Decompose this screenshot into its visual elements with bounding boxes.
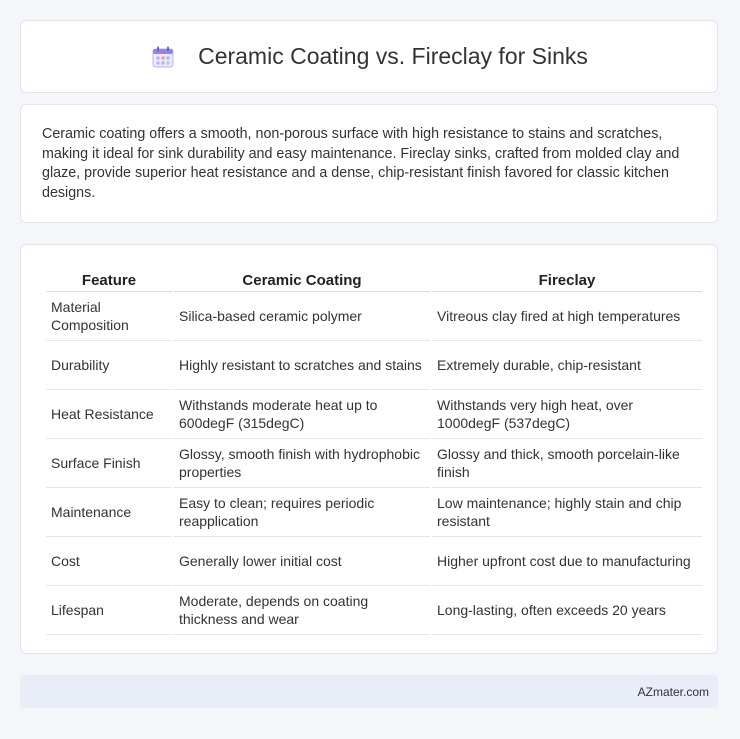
comparison-table-card (20, 244, 718, 654)
feature-cell: Cost (46, 537, 172, 586)
feature-cell: Surface Finish (46, 439, 172, 488)
table-row (46, 488, 702, 537)
table-row (46, 586, 702, 635)
table-row (46, 537, 702, 586)
table-row (46, 292, 702, 341)
page-title: Ceramic Coating vs. Fireclay for Sinks (198, 43, 588, 69)
table-header-row (46, 261, 702, 292)
ceramic-cell: Glossy, smooth finish with hydrophobic properties (174, 439, 430, 488)
title-card (20, 20, 718, 93)
table-row (46, 341, 702, 390)
ceramic-cell: Highly resistant to scratches and stains (174, 341, 430, 390)
fireclay-cell: Withstands very high heat, over 1000degF (537degC) (432, 390, 702, 439)
header-fireclay: Fireclay (432, 261, 702, 292)
footer (20, 675, 718, 708)
feature-cell: Material Composition (46, 292, 172, 341)
description-text: Ceramic coating offers a smooth, non-porous surface with high resistance to stains and scratches, making it ideal for sink durability and easy maintenance. Fireclay sinks, crafted from molded clay and glaze, provide superior heat resistance and a dense, chip-resistant finish favored for classic kitchen designs. (42, 126, 680, 201)
ceramic-cell: Withstands moderate heat up to 600degF (315degC) (174, 390, 430, 439)
header-ceramic-coating: Ceramic Coating (174, 261, 430, 292)
ceramic-cell: Moderate, depends on coating thickness and wear (174, 586, 430, 635)
comparison-table (44, 261, 704, 635)
table-row (46, 439, 702, 488)
feature-cell: Heat Resistance (46, 390, 172, 439)
fireclay-cell: Vitreous clay fired at high temperatures (432, 292, 702, 341)
fireclay-cell: Higher upfront cost due to manufacturing (432, 537, 702, 586)
feature-cell: Lifespan (46, 586, 172, 635)
ceramic-cell: Generally lower initial cost (174, 537, 430, 586)
feature-cell: Maintenance (46, 488, 172, 537)
fireclay-cell: Long-lasting, often exceeds 20 years (432, 586, 702, 635)
feature-cell: Durability (46, 341, 172, 390)
ceramic-cell: Silica-based ceramic polymer (174, 292, 430, 341)
fireclay-cell: Low maintenance; highly stain and chip resistant (432, 488, 702, 537)
ceramic-cell: Easy to clean; requires periodic reapplication (174, 488, 430, 537)
calendar-icon (150, 44, 176, 70)
header-feature: Feature (46, 261, 172, 292)
description-card (20, 104, 718, 223)
fireclay-cell: Glossy and thick, smooth porcelain-like finish (432, 439, 702, 488)
footer-brand[interactable]: AZmater.com (637, 684, 709, 699)
fireclay-cell: Extremely durable, chip-resistant (432, 341, 702, 390)
table-row (46, 390, 702, 439)
